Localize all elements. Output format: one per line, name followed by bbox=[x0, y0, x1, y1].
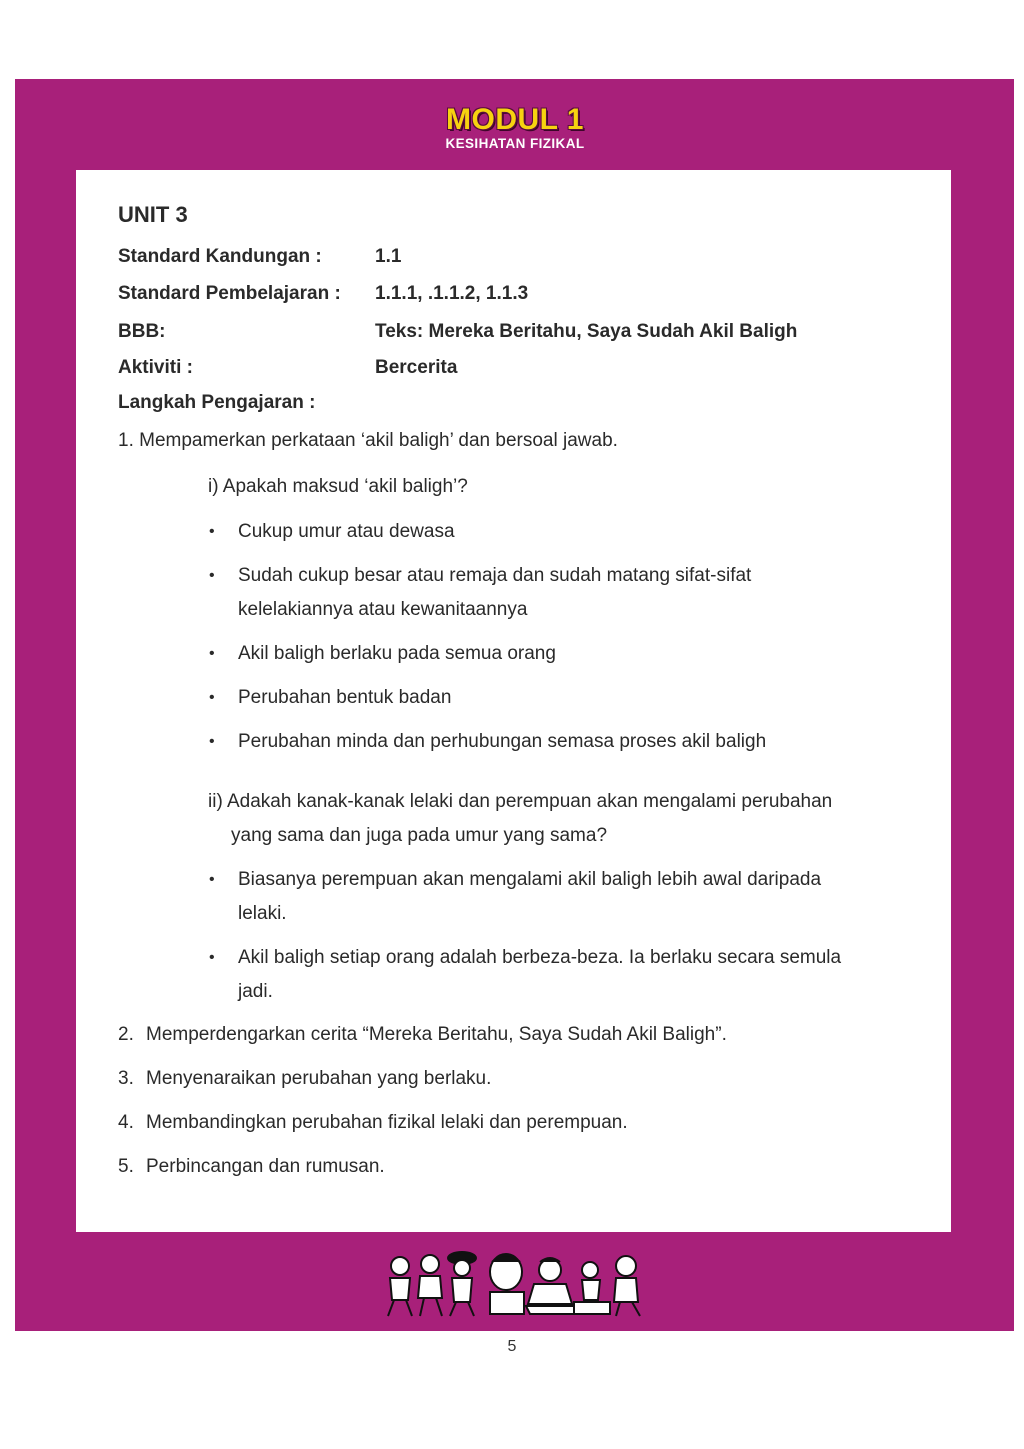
lesson-content bbox=[118, 200, 908, 1195]
answer-text: Biasanya perempuan akan mengalami akil baligh lebih awal daripada bbox=[238, 869, 822, 891]
bullet-icon: • bbox=[209, 871, 215, 889]
bullet-icon: • bbox=[209, 733, 215, 751]
step-item bbox=[118, 1107, 908, 1139]
step-item bbox=[118, 1019, 908, 1051]
answer-text-continued: lelaki. bbox=[238, 903, 287, 925]
meta-value: 1.1 bbox=[375, 245, 402, 267]
step-number: 5. bbox=[118, 1156, 134, 1178]
steps-heading: Langkah Pengajaran : bbox=[118, 392, 316, 414]
meta-row-standard-pembelajaran bbox=[118, 281, 908, 307]
meta-row-aktiviti bbox=[118, 355, 908, 381]
step-item bbox=[118, 1151, 908, 1183]
steps-list bbox=[118, 1019, 908, 1183]
step-text: Memperdengarkan cerita “Mereka Beritahu, Saya Sudah Akil Baligh”. bbox=[146, 1024, 727, 1046]
list-item bbox=[118, 559, 908, 627]
step-text: Membandingkan perubahan fizikal lelaki dan perempuan. bbox=[146, 1112, 628, 1134]
list-item bbox=[118, 941, 908, 1009]
children-illustration bbox=[378, 1248, 648, 1320]
answer-text: Sudah cukup besar atau remaja dan sudah matang sifat-sifat bbox=[238, 565, 752, 587]
step-item bbox=[118, 1063, 908, 1095]
step-number: 4. bbox=[118, 1112, 134, 1134]
question-1: i) Apakah maksud ‘akil baligh’? bbox=[208, 475, 468, 497]
step-number: 2. bbox=[118, 1024, 134, 1046]
module-subtitle: KESIHATAN FIZIKAL bbox=[445, 136, 585, 151]
step-text: Perbincangan dan rumusan. bbox=[146, 1156, 385, 1178]
answer-text: Akil baligh setiap orang adalah berbeza-beza. Ia berlaku secara semula bbox=[238, 947, 842, 969]
bullet-icon: • bbox=[209, 567, 215, 585]
question-2-line-2: yang sama dan juga pada umur yang sama? bbox=[231, 825, 608, 847]
answer-text-continued: jadi. bbox=[238, 981, 273, 1003]
meta-label: Standard Pembelajaran : bbox=[118, 283, 341, 305]
step-number: 3. bbox=[118, 1068, 134, 1090]
question-2 bbox=[208, 785, 908, 853]
list-item bbox=[118, 863, 908, 931]
meta-value: 1.1.1, .1.1.2, 1.1.3 bbox=[375, 283, 529, 305]
bullet-icon: • bbox=[209, 645, 215, 663]
list-item bbox=[118, 515, 908, 549]
meta-row-standard-kandungan bbox=[118, 244, 908, 270]
unit-title: UNIT 3 bbox=[118, 202, 188, 227]
bullet-icon: • bbox=[209, 689, 215, 707]
meta-value: Bercerita bbox=[375, 356, 458, 378]
module-title: MODUL 1 bbox=[446, 103, 584, 136]
list-item bbox=[118, 681, 908, 715]
meta-row-bbb bbox=[118, 319, 908, 345]
step-1-text: 1. Mempamerkan perkataan ‘akil baligh’ dan bersoal jawab. bbox=[118, 429, 618, 451]
list-item bbox=[118, 637, 908, 671]
question-2-line-1: ii) Adakah kanak-kanak lelaki dan perempuan akan mengalami perubahan bbox=[208, 791, 833, 813]
bullet-icon: • bbox=[209, 523, 215, 541]
step-text: Menyenaraikan perubahan yang berlaku. bbox=[146, 1068, 492, 1090]
answer-text: Cukup umur atau dewasa bbox=[238, 521, 455, 543]
meta-label: Standard Kandungan : bbox=[118, 245, 322, 267]
bullet-icon: • bbox=[209, 949, 215, 967]
list-item bbox=[118, 725, 908, 759]
meta-label: BBB: bbox=[118, 320, 166, 342]
answer-text: Perubahan bentuk badan bbox=[238, 687, 452, 709]
answer-text: Akil baligh berlaku pada semua orang bbox=[238, 643, 556, 665]
page-number: 5 bbox=[507, 1338, 517, 1355]
meta-value: Teks: Mereka Beritahu, Saya Sudah Akil Baligh bbox=[375, 320, 798, 342]
answer-text-continued: kelelakiannya atau kewanitaannya bbox=[238, 599, 528, 621]
answer-list-1 bbox=[118, 515, 908, 759]
answer-list-2 bbox=[118, 863, 908, 1009]
answer-text: Perubahan minda dan perhubungan semasa proses akil baligh bbox=[238, 731, 767, 753]
meta-label: Aktiviti : bbox=[118, 356, 193, 378]
